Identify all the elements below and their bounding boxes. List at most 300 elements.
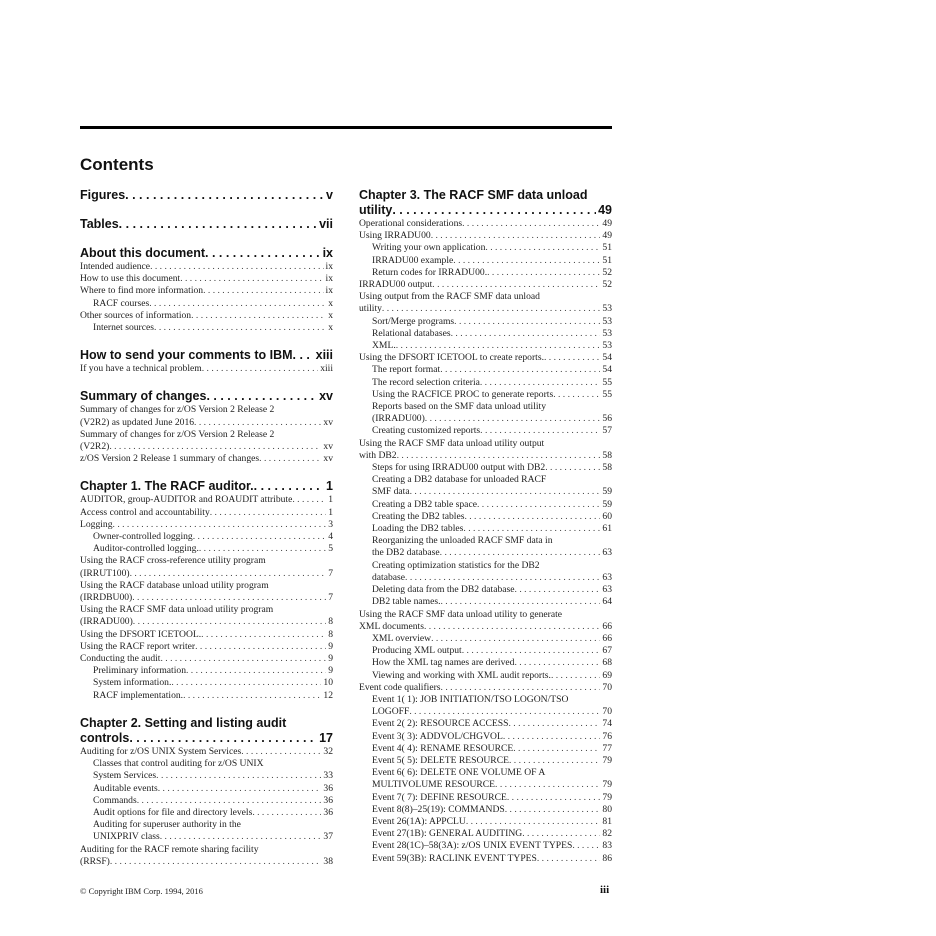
dot-leader xyxy=(480,377,601,389)
toc-entry-text: utility xyxy=(359,303,382,315)
toc-page-number: 82 xyxy=(602,828,612,840)
toc-page-number: 36 xyxy=(323,782,333,794)
toc-entry[interactable] xyxy=(359,596,612,608)
toc-entry[interactable] xyxy=(359,828,612,840)
toc-entry[interactable] xyxy=(359,499,612,511)
toc-entry-text: utility xyxy=(359,203,393,217)
toc-entry[interactable] xyxy=(359,633,612,645)
toc-page-number: 58 xyxy=(602,462,612,474)
toc-page-number: 36 xyxy=(323,794,333,806)
toc-page-number: 74 xyxy=(602,718,612,730)
toc-entry-text-line1: Chapter 3. The RACF SMF data unload xyxy=(359,188,588,202)
toc-entry[interactable] xyxy=(359,853,612,865)
toc-entry-text: (RRSF) xyxy=(80,855,110,867)
dot-leader xyxy=(137,795,322,807)
dot-leader xyxy=(206,389,317,404)
toc-entry-text: Creating a DB2 table space xyxy=(372,498,477,510)
dot-leader xyxy=(203,285,323,297)
dot-leader xyxy=(431,230,601,242)
toc-page-number: 58 xyxy=(602,449,612,461)
toc-entry-text: SMF data xyxy=(372,486,410,498)
dot-leader xyxy=(382,303,600,315)
toc-page-number: xiii xyxy=(315,348,333,363)
toc-entry[interactable] xyxy=(359,267,612,279)
toc-page-number: 53 xyxy=(602,327,612,339)
dot-leader xyxy=(160,831,322,843)
toc-entry[interactable] xyxy=(80,310,333,322)
dot-leader xyxy=(464,511,600,523)
dot-leader xyxy=(160,653,326,665)
dot-leader xyxy=(149,298,326,310)
dot-leader xyxy=(551,670,600,682)
dot-leader xyxy=(572,840,600,852)
toc-entry[interactable] xyxy=(80,453,333,465)
toc-entry-text: Writing your own application xyxy=(372,242,486,254)
toc-right-column xyxy=(359,188,612,865)
dot-leader xyxy=(191,310,326,322)
toc-page-number: 1 xyxy=(328,494,333,506)
toc-page-number: 9 xyxy=(328,653,333,665)
toc-page-number: 52 xyxy=(602,266,612,278)
toc-entry-text: Logging xyxy=(80,518,113,530)
toc-entry-text: Event 8(8)–25(19): COMMANDS xyxy=(372,803,505,815)
toc-entry-text: Event 26(1A): APPCLU xyxy=(372,815,466,827)
dot-leader xyxy=(293,348,314,363)
toc-entry[interactable] xyxy=(359,840,612,852)
dot-leader xyxy=(205,246,321,261)
dot-leader xyxy=(509,755,600,767)
dot-leader xyxy=(180,273,323,285)
dot-leader xyxy=(507,792,601,804)
toc-entry[interactable] xyxy=(359,316,612,328)
toc-entry[interactable] xyxy=(359,670,612,682)
toc-page-number: xv xyxy=(323,453,333,465)
dot-leader xyxy=(431,633,600,645)
toc-entry-text: Chapter 1. The RACF auditor. xyxy=(80,479,254,494)
dot-leader xyxy=(410,486,601,498)
toc-entry[interactable] xyxy=(80,844,333,868)
toc-entry-text-line1: Using the RACF cross-reference utility program xyxy=(80,555,266,567)
toc-entry[interactable] xyxy=(80,404,333,428)
toc-page-number: 36 xyxy=(323,806,333,818)
toc-entry-text-line1: Auditing for superuser authority in the xyxy=(93,819,241,831)
dot-leader xyxy=(453,255,600,267)
toc-page-number: v xyxy=(326,188,333,202)
dot-leader xyxy=(522,828,600,840)
toc-entry[interactable] xyxy=(80,322,333,334)
dot-leader xyxy=(553,389,600,401)
toc-entry[interactable] xyxy=(80,690,333,702)
toc-entry-text: XML documents xyxy=(359,620,424,632)
toc-entry-text: Event 3( 3): ADDVOL/CHGVOL xyxy=(372,730,503,742)
toc-entry-text: Creating customized reports xyxy=(372,425,481,437)
toc-entry[interactable] xyxy=(80,519,333,531)
dot-leader xyxy=(125,188,324,203)
toc-entry[interactable] xyxy=(359,340,612,352)
dot-leader xyxy=(466,816,601,828)
toc-page-number: 60 xyxy=(602,510,612,522)
toc-entry[interactable] xyxy=(80,273,333,285)
dot-leader xyxy=(241,746,321,758)
dot-leader xyxy=(396,340,601,352)
toc-page-number: 79 xyxy=(602,779,612,791)
toc-entry[interactable] xyxy=(359,230,612,242)
toc-entry-text: System information. xyxy=(93,677,172,689)
toc-entry[interactable] xyxy=(359,474,612,498)
toc-page-number: 59 xyxy=(602,498,612,510)
toc-entry-text: Event 7( 7): DEFINE RESOURCE xyxy=(372,791,507,803)
toc-entry-text: LOGOFF xyxy=(372,706,410,718)
toc-entry-text-line1: Chapter 2. Setting and listing audit xyxy=(80,715,287,730)
toc-entry[interactable] xyxy=(359,218,612,230)
dot-leader xyxy=(210,507,326,519)
toc-entry[interactable] xyxy=(80,555,333,579)
toc-entry-text: Event 5( 5): DELETE RESOURCE xyxy=(372,754,509,766)
toc-entry[interactable] xyxy=(359,242,612,254)
toc-entry[interactable] xyxy=(359,609,612,633)
toc-page-number: 8 xyxy=(328,616,333,628)
toc-entry-text: (IRRDBU00) xyxy=(80,592,133,604)
toc-entry-text: Using the RACF report writer xyxy=(80,640,196,652)
toc-entry[interactable] xyxy=(80,543,333,555)
toc-entry-text: Deleting data from the DB2 database xyxy=(372,584,515,596)
toc-entry-text-line1: Using the RACF SMF data unload utility to generate xyxy=(359,608,563,620)
toc-page-number: 3 xyxy=(328,518,333,530)
toc-entry[interactable] xyxy=(359,401,612,425)
dot-leader xyxy=(503,731,601,743)
toc-entry-text: Tables xyxy=(80,217,119,231)
toc-page-number: 63 xyxy=(602,547,612,559)
dot-leader xyxy=(451,328,601,340)
toc-page-number: 79 xyxy=(602,791,612,803)
dot-leader xyxy=(158,783,322,795)
toc-entry[interactable] xyxy=(359,279,612,291)
toc-heading[interactable] xyxy=(80,389,333,404)
toc-entry[interactable] xyxy=(359,352,612,364)
dot-leader xyxy=(193,531,326,543)
toc-entry-text-line1: Creating a DB2 database for unloaded RACF xyxy=(372,474,547,486)
dot-leader xyxy=(259,453,321,465)
toc-heading[interactable] xyxy=(80,217,333,232)
toc-entry[interactable] xyxy=(359,560,612,584)
toc-entry[interactable] xyxy=(80,819,333,843)
toc-entry-text-line1: Creating optimization statistics for the DB2 xyxy=(372,559,540,571)
toc-entry[interactable] xyxy=(80,807,333,819)
toc-entry[interactable] xyxy=(359,731,612,743)
toc-entry-text: How to send your comments to IBM xyxy=(80,348,293,363)
page-number: iii xyxy=(600,884,610,896)
toc-page-number: 81 xyxy=(602,815,612,827)
dot-leader xyxy=(424,621,600,633)
toc-page-number: 55 xyxy=(602,388,612,400)
toc-entry[interactable] xyxy=(359,389,612,401)
toc-entry-text: Audit options for file and directory levels xyxy=(93,806,253,818)
dot-leader xyxy=(463,523,600,535)
toc-entry[interactable] xyxy=(80,604,333,628)
toc-page-number: 5 xyxy=(328,543,333,555)
toc-entry[interactable] xyxy=(359,755,612,767)
dot-leader xyxy=(150,261,323,273)
dot-leader xyxy=(183,690,321,702)
toc-page-number: x xyxy=(328,309,333,321)
toc-heading[interactable] xyxy=(80,348,333,363)
toc-heading[interactable] xyxy=(80,716,333,746)
toc-page-number: 33 xyxy=(323,770,333,782)
dot-leader xyxy=(199,543,326,555)
toc-entry[interactable] xyxy=(359,767,612,791)
toc-entry-text-line1: Auditing for the RACF remote sharing facility xyxy=(80,843,259,855)
toc-entry[interactable] xyxy=(359,694,612,718)
toc-entry[interactable] xyxy=(80,795,333,807)
toc-entry[interactable] xyxy=(80,580,333,604)
toc-entry[interactable] xyxy=(80,641,333,653)
toc-page-number: 54 xyxy=(602,352,612,364)
toc-page-number: 69 xyxy=(602,669,612,681)
toc-page-number: x xyxy=(328,297,333,309)
toc-entry-text: database xyxy=(372,571,406,583)
toc-page-number: 59 xyxy=(602,486,612,498)
toc-entry[interactable] xyxy=(359,462,612,474)
toc-heading[interactable] xyxy=(359,188,612,218)
toc-heading[interactable] xyxy=(80,188,333,203)
toc-entry-text: Commands xyxy=(93,794,137,806)
toc-entry-text: Intended audience xyxy=(80,261,151,272)
toc-entry-text: XML overview xyxy=(372,632,432,644)
toc-entry[interactable] xyxy=(80,665,333,677)
toc-page-number: 68 xyxy=(602,657,612,669)
toc-left-column xyxy=(80,188,333,868)
toc-entry-text: IRRADU00 output xyxy=(359,279,433,291)
toc-entry[interactable] xyxy=(80,507,333,519)
toc-page-number: 70 xyxy=(602,706,612,718)
dot-leader xyxy=(201,629,326,641)
toc-entry[interactable] xyxy=(359,425,612,437)
toc-entry[interactable] xyxy=(359,438,612,462)
toc-page-number: xiii xyxy=(320,363,333,375)
toc-heading[interactable] xyxy=(80,246,333,261)
toc-entry[interactable] xyxy=(359,804,612,816)
toc-page-number: 83 xyxy=(602,840,612,852)
toc-entry-text: System Services xyxy=(93,770,157,782)
dot-leader xyxy=(440,596,600,608)
dot-leader xyxy=(392,203,596,218)
toc-entry-text: Return codes for IRRADU00. xyxy=(372,266,488,278)
toc-entry-text-line1: Classes that control auditing for z/OS UNIX xyxy=(93,758,264,770)
toc-entry[interactable] xyxy=(359,364,612,376)
toc-entry-text: z/OS Version 2 Release 1 summary of changes xyxy=(80,453,260,465)
toc-page-number: 63 xyxy=(602,571,612,583)
toc-entry[interactable] xyxy=(359,718,612,730)
toc-entry[interactable] xyxy=(359,645,612,657)
toc-entry-text: Access control and accountability xyxy=(80,506,210,518)
toc-entry-text: the DB2 database xyxy=(372,547,440,559)
toc-entry-text: Using the DFSORT ICETOOL. xyxy=(80,628,202,640)
dot-leader xyxy=(440,364,600,376)
toc-entry-text: Event 2( 2): RESOURCE ACCESS xyxy=(372,718,509,730)
toc-page-number: 49 xyxy=(602,230,612,242)
toc-page-number: 86 xyxy=(602,852,612,864)
toc-entry-text: Sort/Merge programs xyxy=(372,315,455,327)
dot-leader xyxy=(194,417,321,429)
toc-entry-text: The report format xyxy=(372,364,441,376)
toc-entry-text: Event 27(1B): GENERAL AUDITING xyxy=(372,828,523,840)
dot-leader xyxy=(462,645,601,657)
toc-entry-text: IRRADU00 example xyxy=(372,254,454,266)
dot-leader xyxy=(195,641,326,653)
dot-leader xyxy=(441,682,601,694)
toc-entry-text: RACF courses xyxy=(93,297,150,309)
toc-page-number: 70 xyxy=(602,681,612,693)
toc-entry-text: Event code qualifiers xyxy=(359,681,441,693)
dot-leader xyxy=(133,616,326,628)
toc-entry-text: AUDITOR, group-AUDITOR and ROAUDIT attribute xyxy=(80,494,293,506)
toc-entry[interactable] xyxy=(80,298,333,310)
toc-entry-text: Auditor-controlled logging. xyxy=(93,543,199,555)
toc-page-number: 67 xyxy=(602,645,612,657)
toc-page-number: 56 xyxy=(602,413,612,425)
toc-page-number: 4 xyxy=(328,531,333,543)
toc-entry-text: Auditing for z/OS UNIX System Services xyxy=(80,745,242,757)
toc-entry[interactable] xyxy=(80,629,333,641)
toc-entry-text: If you have a technical problem xyxy=(80,363,202,375)
toc-entry-text: Viewing and working with XML audit reports. xyxy=(372,669,551,681)
dot-leader xyxy=(202,363,318,375)
toc-page-number: 17 xyxy=(319,730,333,745)
toc-entry-text: MULTIVOLUME RESOURCE xyxy=(372,779,496,791)
toc-page-number: 8 xyxy=(328,628,333,640)
toc-page-number: 54 xyxy=(602,364,612,376)
toc-entry[interactable] xyxy=(359,511,612,523)
toc-page-number: 57 xyxy=(602,425,612,437)
toc-page-number: 51 xyxy=(602,242,612,254)
toc-entry[interactable] xyxy=(80,429,333,453)
toc-entry-text: Auditable events xyxy=(93,782,158,794)
toc-entry[interactable] xyxy=(359,792,612,804)
dot-leader xyxy=(425,413,601,425)
toc-entry-text: Steps for using IRRADU00 output with DB2 xyxy=(372,462,546,474)
toc-entry-text: (IRRUT100) xyxy=(80,567,130,579)
toc-entry[interactable] xyxy=(359,377,612,389)
toc-page-number: 64 xyxy=(602,596,612,608)
header-rule xyxy=(80,126,612,129)
toc-entry[interactable] xyxy=(80,677,333,689)
toc-entry[interactable] xyxy=(359,743,612,755)
toc-entry[interactable] xyxy=(359,584,612,596)
toc-page-number: 63 xyxy=(602,584,612,596)
toc-entry-text: Internet sources xyxy=(93,322,155,334)
toc-entry-text: (V2R2) xyxy=(80,441,110,453)
toc-entry-text: UNIXPRIV class xyxy=(93,831,160,843)
dot-leader xyxy=(113,519,327,531)
toc-entry[interactable] xyxy=(359,255,612,267)
toc-entry-text: (V2R2) as updated June 2016 xyxy=(80,416,195,428)
dot-leader xyxy=(397,450,601,462)
dot-leader xyxy=(505,804,601,816)
toc-entry[interactable] xyxy=(80,746,333,758)
toc-entry-text: About this document xyxy=(80,246,205,260)
toc-page-number: 76 xyxy=(602,730,612,742)
toc-entry-text: Using IRRADU00 xyxy=(359,230,431,242)
toc-page-number: 37 xyxy=(323,831,333,843)
toc-page-number: 80 xyxy=(602,803,612,815)
dot-leader xyxy=(109,441,321,453)
toc-entry-text: Where to find more information xyxy=(80,285,204,297)
toc-entry-text: Owner-controlled logging xyxy=(93,531,193,543)
toc-entry-text-line1: Reports based on the SMF data unload utility xyxy=(372,401,547,413)
toc-entry-text: Operational considerations xyxy=(359,218,463,229)
toc-page-number: ix xyxy=(325,285,333,297)
toc-entry[interactable] xyxy=(80,783,333,795)
dot-leader xyxy=(514,657,600,669)
toc-entry-text: RACF implementation. xyxy=(93,689,184,701)
toc-entry[interactable] xyxy=(359,291,612,315)
dot-leader xyxy=(537,853,601,865)
toc-entry[interactable] xyxy=(80,363,333,375)
copyright-footer: © Copyright IBM Corp. 1994, 2016 xyxy=(80,886,203,896)
toc-entry[interactable] xyxy=(80,261,333,273)
toc-entry-text: Producing XML output xyxy=(372,645,462,657)
toc-page-number: 55 xyxy=(602,376,612,388)
dot-leader xyxy=(495,779,600,791)
toc-entry[interactable] xyxy=(359,523,612,535)
dot-leader xyxy=(513,743,600,755)
toc-entry[interactable] xyxy=(80,758,333,782)
toc-page-number: 10 xyxy=(323,677,333,689)
dot-leader xyxy=(485,242,600,254)
toc-page-number: 52 xyxy=(602,279,612,291)
toc-entry-text: Loading the DB2 tables xyxy=(372,523,464,535)
toc-entry[interactable] xyxy=(80,285,333,297)
toc-entry[interactable] xyxy=(359,535,612,559)
toc-page-number: 49 xyxy=(602,218,612,229)
dot-leader xyxy=(186,665,326,677)
toc-entry-text: XML. xyxy=(372,340,396,352)
toc-page-number: 51 xyxy=(602,254,612,266)
toc-entry[interactable] xyxy=(80,653,333,665)
toc-entry[interactable] xyxy=(359,816,612,828)
dot-leader xyxy=(254,479,324,494)
toc-entry[interactable] xyxy=(80,494,333,506)
dot-leader xyxy=(432,279,600,291)
toc-entry-text-line1: Summary of changes for z/OS Version 2 Release 2 xyxy=(80,428,275,440)
dot-leader xyxy=(156,770,321,782)
toc-entry[interactable] xyxy=(359,682,612,694)
toc-entry-text: Conducting the audit xyxy=(80,653,161,665)
toc-page-number: 61 xyxy=(602,523,612,535)
toc-entry-text: (IRRADU00) xyxy=(372,413,425,425)
toc-entry[interactable] xyxy=(359,328,612,340)
toc-page-number: 9 xyxy=(328,665,333,677)
toc-entry[interactable] xyxy=(359,657,612,669)
dot-leader xyxy=(292,494,326,506)
toc-entry-text: How to use this document xyxy=(80,273,181,285)
toc-page-number: 1 xyxy=(326,479,333,494)
toc-entry[interactable] xyxy=(80,531,333,543)
toc-entry-text: The record selection criteria xyxy=(372,376,480,388)
toc-heading[interactable] xyxy=(80,479,333,494)
toc-page-number: 66 xyxy=(602,632,612,644)
dot-leader xyxy=(405,572,600,584)
toc-entry-text-line1: Using output from the RACF SMF data unload xyxy=(359,291,540,303)
toc-page-number: 7 xyxy=(328,567,333,579)
dot-leader xyxy=(171,677,321,689)
dot-leader xyxy=(129,731,317,746)
dot-leader xyxy=(508,718,600,730)
dot-leader xyxy=(119,217,317,232)
toc-entry-text: DB2 table names. xyxy=(372,596,441,608)
toc-page-number: 9 xyxy=(328,640,333,652)
toc-entry-text-line1: Using the RACF database unload utility program xyxy=(80,579,269,591)
